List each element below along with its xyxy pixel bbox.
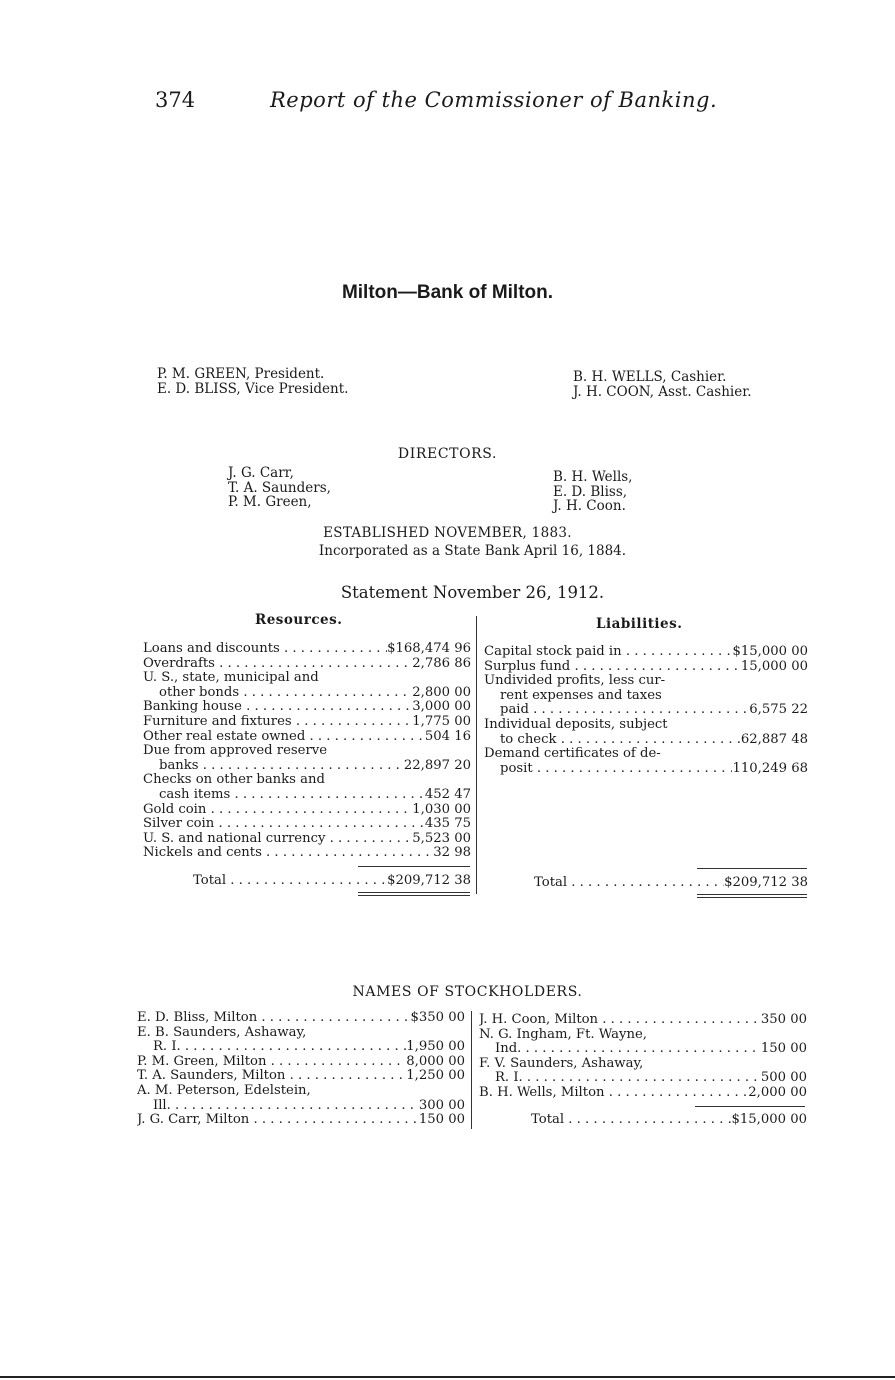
row-label: banks . . . [143, 759, 404, 774]
row-amount: 500 00 [760, 1070, 807, 1086]
ledger-row [484, 733, 808, 748]
row-label: U. S. and national currency . . . [143, 832, 412, 847]
row-label: Individual deposits, subject [484, 717, 668, 732]
ledger-row [484, 703, 808, 718]
row-amount: 1,775 00 [412, 713, 471, 729]
ledger-row [479, 1042, 807, 1057]
ledger-row [484, 718, 808, 733]
row-label: A. M. Peterson, Edelstein, [137, 1083, 311, 1098]
director-name: P. M. Green, [228, 494, 312, 510]
resources-table [143, 642, 471, 861]
liabilities-table [484, 645, 808, 776]
ledger-row [143, 744, 471, 759]
row-label: Surplus fund . . . [484, 660, 741, 675]
row-amount: 150 00 [418, 1112, 465, 1128]
row-label: R. I. . . . [137, 1040, 406, 1055]
liabilities-double-rule [697, 894, 807, 898]
row-label: posit . . . [484, 762, 732, 777]
row-amount: 32 98 [433, 845, 471, 861]
ledger-row [143, 686, 471, 701]
resources-total-row [143, 873, 471, 888]
ledger-row [143, 671, 471, 686]
director-name: T. A. Saunders, [228, 479, 331, 496]
column-divider [476, 616, 477, 894]
row-label: Nickels and cents . . . [143, 846, 433, 861]
row-amount: 3,000 00 [412, 699, 471, 715]
row-label: E. B. Saunders, Ashaway, [137, 1025, 307, 1040]
ledger-row [484, 660, 808, 675]
total-label: Total . . . [143, 873, 387, 888]
ledger-row [479, 1028, 807, 1043]
row-label: Ind. . . . [479, 1042, 761, 1057]
ledger-row [137, 1055, 465, 1070]
row-amount: 110,249 68 [732, 760, 808, 776]
ledger-row [143, 846, 471, 861]
row-label: E. D. Bliss, Milton . . . [137, 1011, 410, 1026]
officer-vice-president: E. D. BLISS, Vice President. [157, 380, 349, 397]
director-name: E. D. Bliss, [553, 483, 628, 500]
row-label: Ill. . . . [137, 1099, 419, 1114]
row-label: F. V. Saunders, Ashaway, [479, 1056, 644, 1071]
ledger-row [137, 1026, 465, 1041]
row-amount: 452 47 [424, 786, 471, 802]
row-label: Furniture and fixtures . . . [143, 715, 412, 730]
stockholders-divider [471, 1011, 472, 1129]
row-label: J. H. Coon, Milton . . . [479, 1013, 761, 1028]
row-amount: 1,030 00 [412, 801, 471, 817]
directors-right [553, 470, 632, 514]
row-amount: 150 00 [760, 1041, 807, 1057]
row-amount: 8,000 00 [406, 1053, 465, 1069]
ledger-row [484, 674, 808, 689]
row-label: Checks on other banks and [143, 773, 325, 788]
row-label: Other real estate owned . . . [143, 730, 425, 745]
row-amount: 350 00 [760, 1012, 807, 1027]
stockholders-left-table [137, 1011, 465, 1128]
liabilities-sum-rule [697, 868, 807, 869]
ledger-row [143, 817, 471, 832]
row-label: other bonds . . . [143, 686, 412, 701]
row-amount: 2,000 00 [748, 1084, 807, 1100]
row-label: Loans and discounts . . . [143, 642, 387, 657]
ledger-row [484, 689, 808, 704]
officer-asst-cashier: J. H. COON, Asst. Cashier. [573, 383, 752, 400]
row-amount: 1,250 00 [406, 1068, 465, 1084]
ledger-row [143, 642, 471, 657]
row-label: U. S., state, municipal and [143, 671, 319, 686]
director-name: B. H. Wells, [553, 469, 633, 485]
officer-president: P. M. GREEN, President. [157, 366, 325, 382]
ledger-row [143, 657, 471, 672]
ledger-row [479, 1013, 807, 1028]
ledger-row [143, 788, 471, 803]
stockholders-right-table [479, 1013, 807, 1101]
director-name: J. H. Coon. [553, 498, 626, 514]
row-label: Gold coin . . . [143, 803, 412, 818]
ledger-row [137, 1069, 465, 1084]
row-amount: 504 16 [424, 728, 471, 744]
row-amount: 22,897 20 [403, 757, 471, 773]
row-label: Demand certificates of de- [484, 747, 661, 762]
directors-heading: DIRECTORS. [397, 446, 498, 462]
ledger-row [143, 730, 471, 745]
row-label: Overdrafts . . . [143, 657, 412, 672]
page-number: 374 [155, 88, 196, 112]
row-amount: $15,000 00 [732, 644, 808, 659]
running-head: Report of the Commissioner of Banking. [270, 88, 718, 112]
row-label: N. G. Ingham, Ft. Wayne, [479, 1027, 647, 1042]
row-label: B. H. Wells, Milton . . . [479, 1086, 748, 1101]
ledger-row [484, 747, 808, 762]
row-amount: 62,887 48 [740, 731, 808, 747]
total-amount: $209,712 38 [724, 875, 808, 890]
ledger-row [479, 1057, 807, 1072]
ledger-row [143, 715, 471, 730]
row-label: to check . . . [484, 733, 741, 748]
row-label: J. G. Carr, Milton . . . [137, 1113, 419, 1128]
row-amount: 435 75 [424, 816, 471, 832]
officer-cashier: B. H. WELLS, Cashier. [573, 369, 727, 385]
row-amount: $350 00 [410, 1010, 465, 1025]
row-label: paid . . . [484, 703, 749, 718]
ledger-row [143, 759, 471, 774]
incorporated-line: Incorporated as a State Bank April 16, 1884. [318, 543, 627, 559]
resources-double-rule [358, 892, 470, 896]
row-label: Due from approved reserve [143, 744, 328, 759]
director-name: J. G. Carr, [228, 465, 294, 481]
row-label: rent expenses and taxes [500, 688, 662, 703]
total-amount: $209,712 38 [387, 873, 471, 888]
officers-right [573, 370, 751, 399]
statement-title: Statement November 26, 1912. [340, 583, 605, 602]
row-label: T. A. Saunders, Milton . . . [137, 1069, 406, 1084]
ledger-row [479, 1086, 807, 1101]
resources-sum-rule [358, 866, 470, 867]
row-label: cash items . . . [143, 788, 425, 803]
ledger-row [484, 645, 808, 660]
row-amount: 6,575 22 [749, 702, 808, 718]
ledger-row [137, 1113, 465, 1128]
ledger-row [137, 1011, 465, 1026]
ledger-row [137, 1040, 465, 1055]
ledger-row [137, 1084, 465, 1099]
total-label: Total . . . [484, 875, 724, 890]
page-edge [0, 1376, 895, 1378]
ledger-row [484, 762, 808, 777]
row-amount: 15,000 00 [740, 658, 808, 674]
total-amount: $15,000 00 [731, 1112, 807, 1127]
ledger-row [137, 1099, 465, 1114]
ledger-row [143, 803, 471, 818]
row-label: Silver coin . . . [143, 817, 425, 832]
row-amount: 300 00 [418, 1097, 465, 1113]
resources-heading: Resources. [255, 612, 343, 628]
row-amount: $168,474 96 [387, 641, 471, 656]
established-line: ESTABLISHED NOVEMBER, 1883. [323, 525, 572, 541]
liabilities-heading: Liabilities. [596, 616, 683, 632]
stockholders-sum-rule [695, 1106, 805, 1107]
row-label: Capital stock paid in . . . [484, 645, 732, 660]
bank-title: Milton—Bank of Milton. [341, 282, 554, 303]
row-label: P. M. Green, Milton . . . [137, 1055, 406, 1070]
row-amount: 2,786 86 [412, 655, 471, 671]
row-label: Undivided profits, less cur- [484, 674, 666, 689]
total-label: Total . . . [479, 1112, 731, 1127]
ledger-row [143, 700, 471, 715]
ledger-row [479, 1071, 807, 1086]
row-amount: 5,523 00 [412, 830, 471, 846]
ledger-row [143, 832, 471, 847]
row-amount: 2,800 00 [412, 684, 471, 700]
officers-left [157, 367, 348, 396]
stockholders-heading: NAMES OF STOCKHOLDERS. [352, 984, 583, 1000]
stockholders-total-row [479, 1112, 807, 1127]
ledger-row [143, 773, 471, 788]
row-amount: 1,950 00 [406, 1039, 465, 1055]
row-label: R. I. . . . [479, 1071, 761, 1086]
row-label: Banking house . . . [143, 700, 412, 715]
directors-left [228, 466, 331, 510]
liabilities-total-row [484, 875, 808, 890]
